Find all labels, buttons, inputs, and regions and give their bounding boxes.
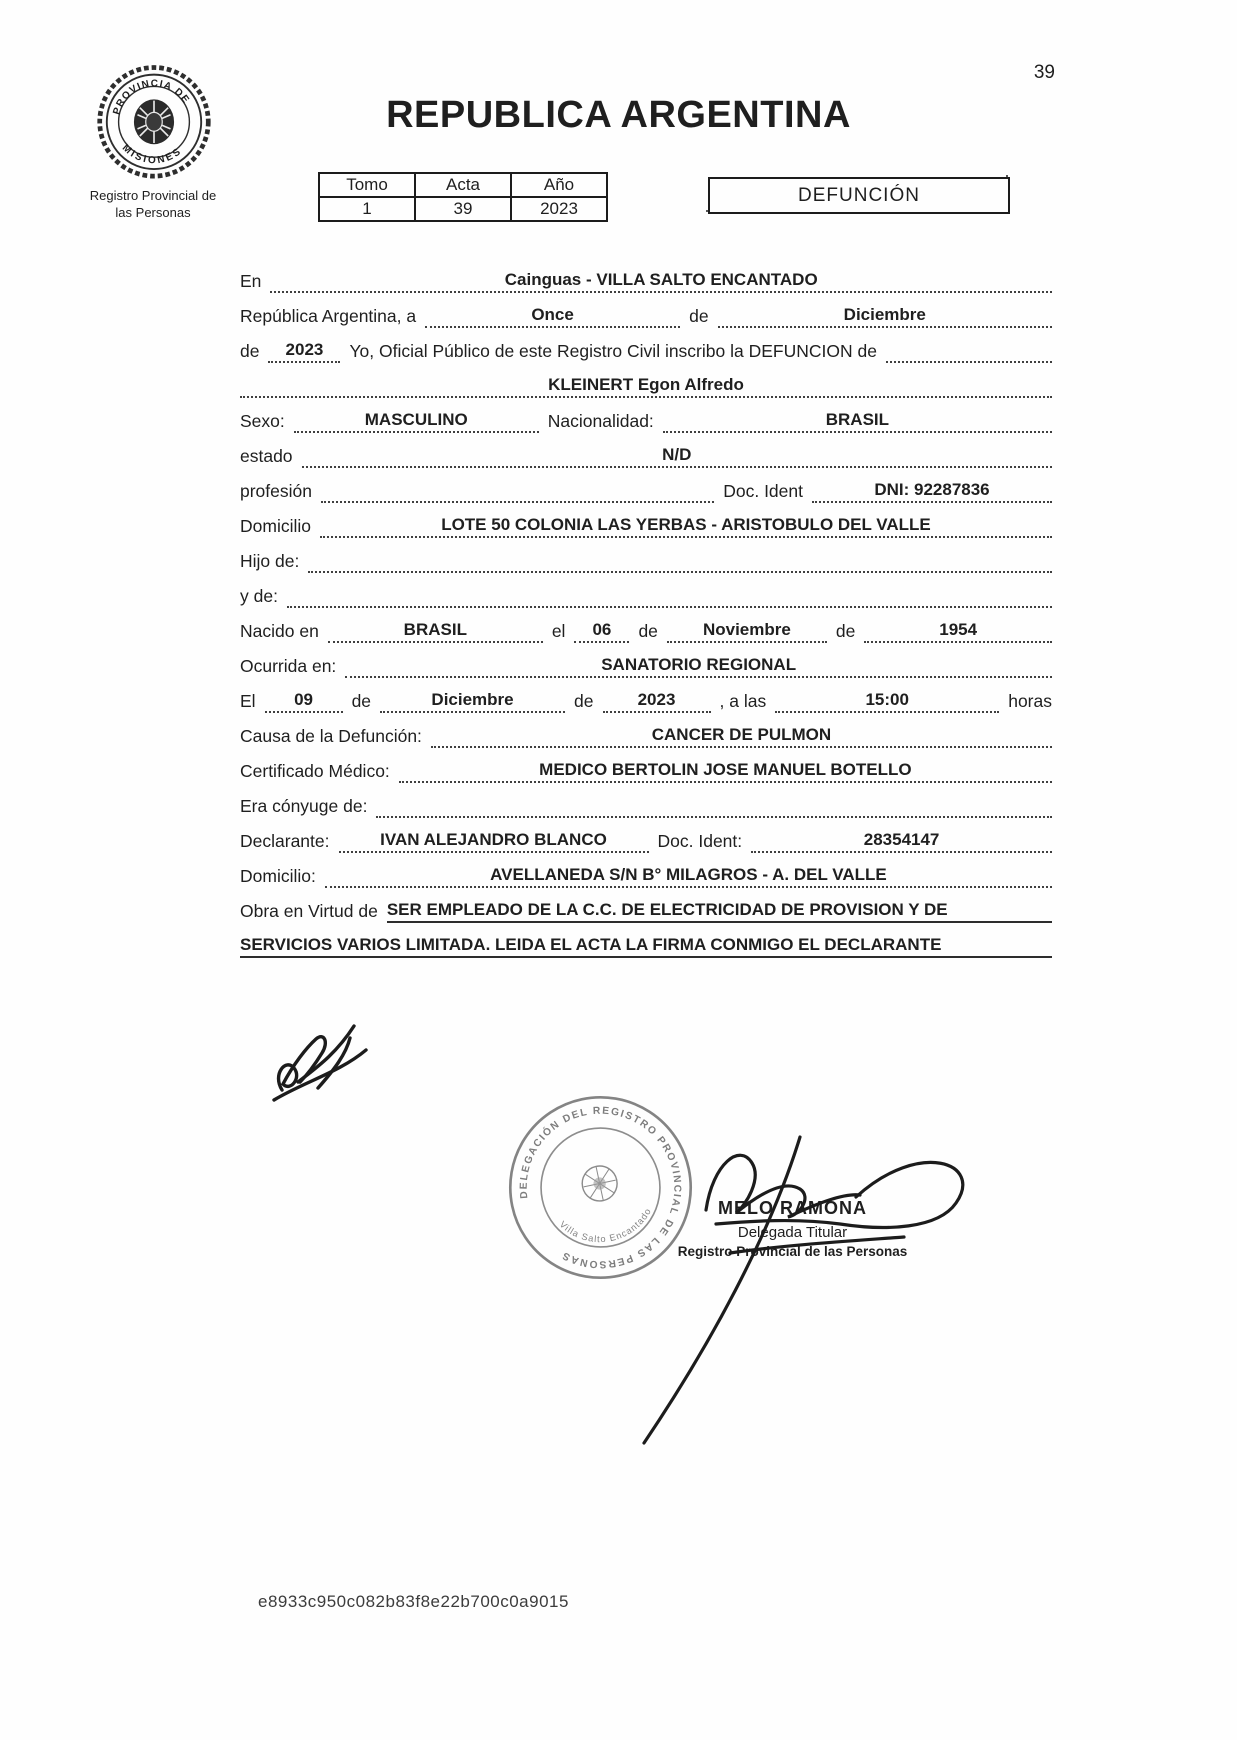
declarant-signature xyxy=(262,1008,392,1123)
profesion-value xyxy=(321,500,714,503)
oficial-publico-text: Yo, Oficial Público de este Registro Civil inscribo la DEFUNCION de xyxy=(349,341,877,361)
causa-label: Causa de la Defunción: xyxy=(240,726,422,746)
form-line-place xyxy=(240,258,1052,293)
form-line-ocurrida xyxy=(240,643,1052,678)
record-table-value-tomo: 1 xyxy=(319,197,415,221)
nacionalidad-label: Nacionalidad: xyxy=(547,411,654,431)
form-line-nacido xyxy=(240,608,1052,643)
a-las-label: , a las xyxy=(719,691,767,711)
sexo-value: MASCULINO xyxy=(294,410,539,433)
page-number: 39 xyxy=(1033,62,1055,83)
hijo-de-value xyxy=(308,570,1052,573)
estado-label: estado xyxy=(240,446,293,466)
de-word-2: de xyxy=(240,341,260,361)
form-line-hijo-de xyxy=(240,538,1052,573)
deceased-name-value: KLEINERT Egon Alfredo xyxy=(240,375,1052,398)
form-line-domicilio xyxy=(240,503,1052,538)
document-title: REPUBLICA ARGENTINA xyxy=(386,94,851,136)
registrar-signature-block xyxy=(655,1198,930,1259)
form-line-conyuge xyxy=(240,783,1052,818)
de-word-1: de xyxy=(689,306,709,326)
declarante-value: IVAN ALEJANDRO BLANCO xyxy=(339,830,649,853)
el-label: El xyxy=(240,691,256,711)
declarante-label: Declarante: xyxy=(240,831,330,851)
stamp-inner-text: Villa Salto Encantado xyxy=(557,1206,654,1245)
obra-label: Obra en Virtud de xyxy=(240,901,378,921)
causa-value: CANCER DE PULMON xyxy=(431,725,1052,748)
ocurrida-value: SANATORIO REGIONAL xyxy=(345,655,1052,678)
registrar-title: Delegada Titular xyxy=(737,1224,848,1241)
death-day-value: 09 xyxy=(265,690,343,713)
record-table-header-acta: Acta xyxy=(415,173,511,197)
death-time-value: 15:00 xyxy=(775,690,999,713)
en-label: En xyxy=(240,271,262,291)
declarante-domicilio-value: AVELLANEDA S/N B° MILAGROS - A. DEL VALLE xyxy=(325,865,1052,888)
registrar-organization: Registro Provincial de las Personas xyxy=(677,1244,908,1259)
place-value: Cainguas - VILLA SALTO ENCANTADO xyxy=(270,270,1052,293)
estado-value: N/D xyxy=(302,445,1052,468)
conyuge-value xyxy=(376,815,1052,818)
registrar-name: MELO RAMONA xyxy=(718,1198,867,1218)
obra-text-line1: SER EMPLEADO DE LA C.C. DE ELECTRICIDAD DE PROVISION Y DE xyxy=(387,900,1052,923)
doc-ident-label: Doc. Ident xyxy=(723,481,803,501)
month-value: Diciembre xyxy=(718,305,1052,328)
stamp-crest xyxy=(579,1163,620,1204)
record-table-value-ano: 2023 xyxy=(511,197,607,221)
year-line-trailing-dots xyxy=(886,360,1052,363)
seal-caption-line2: las Personas xyxy=(115,204,191,220)
declarante-doc-value: 28354147 xyxy=(751,830,1052,853)
declarante-doc-label: Doc. Ident: xyxy=(657,831,743,851)
form-line-declarante-domicilio xyxy=(240,853,1052,888)
death-de2: de xyxy=(574,691,594,711)
death-month-value: Diciembre xyxy=(380,690,565,713)
seal-caption-line1: Registro Provincial de xyxy=(89,188,217,203)
certificado-value: MEDICO BERTOLIN JOSE MANUEL BOTELLO xyxy=(399,760,1052,783)
year-value: 2023 xyxy=(268,340,340,363)
nacido-year-value: 1954 xyxy=(864,620,1052,643)
domicilio-label: Domicilio xyxy=(240,516,311,536)
nacido-day-value: 06 xyxy=(574,620,629,643)
form-line-obra-1 xyxy=(240,888,1052,923)
seal-top-text: PROVINCIA DE xyxy=(111,78,192,117)
record-table-header-tomo: Tomo xyxy=(319,173,415,197)
record-table-header-ano: Año xyxy=(511,173,607,197)
obra-text-line2: SERVICIOS VARIOS LIMITADA. LEIDA EL ACTA LA FIRMA CONMIGO EL DECLARANTE xyxy=(240,935,1052,958)
hijo-de-label: Hijo de: xyxy=(240,551,300,571)
form-line-deceased-name xyxy=(240,363,1052,398)
declarante-domicilio-label: Domicilio: xyxy=(240,866,316,886)
form-line-death-date xyxy=(240,678,1052,713)
form-line-record-date xyxy=(240,293,1052,328)
doc-ident-value: DNI: 92287836 xyxy=(812,480,1052,503)
form-line-estado xyxy=(240,433,1052,468)
nacionalidad-value: BRASIL xyxy=(663,410,1052,433)
nacido-label: Nacido en xyxy=(240,621,319,641)
record-table-value-acta: 39 xyxy=(415,197,511,221)
nacido-de2: de xyxy=(835,621,856,641)
form-line-certificado xyxy=(240,748,1052,783)
form-line-obra-2 xyxy=(240,923,1052,958)
form-line-y-de xyxy=(240,573,1052,608)
ocurrida-label: Ocurrida en: xyxy=(240,656,337,676)
profesion-label: profesión xyxy=(240,481,312,501)
form-line-year xyxy=(240,328,1052,363)
nacido-month-value: Noviembre xyxy=(667,620,827,643)
y-de-label: y de: xyxy=(240,586,278,606)
death-year-value: 2023 xyxy=(603,690,711,713)
record-table xyxy=(318,172,608,222)
y-de-value xyxy=(287,605,1052,608)
seal-caption xyxy=(68,188,238,222)
record-type-box: DEFUNCIÓN xyxy=(708,177,1010,214)
form-line-profesion-doc xyxy=(240,468,1052,503)
seal-bottom-text: MISIONES xyxy=(119,142,185,167)
sexo-label: Sexo: xyxy=(240,411,285,431)
nacido-el: el xyxy=(551,621,566,641)
certificado-label: Certificado Médico: xyxy=(240,761,390,781)
form-line-causa xyxy=(240,713,1052,748)
conyuge-label: Era cónyuge de: xyxy=(240,796,368,816)
nacido-de1: de xyxy=(638,621,658,641)
stamp-ring-text: DELEGACIÓN DEL REGISTRO PROVINCIAL DE LAS PERSONAS xyxy=(518,1105,683,1270)
nacido-place-value: BRASIL xyxy=(328,620,543,643)
delegacion-round-stamp xyxy=(478,1061,723,1314)
horas-label: horas xyxy=(1008,691,1052,711)
certificate-form xyxy=(240,258,1052,958)
record-table-header-row xyxy=(319,173,607,197)
domicilio-value: LOTE 50 COLONIA LAS YERBAS - ARISTOBULO DEL VALLE xyxy=(320,515,1052,538)
death-de1: de xyxy=(351,691,372,711)
document-hash: e8933c950c082b83f8e22b700c0a9015 xyxy=(258,1592,569,1611)
form-line-declarante xyxy=(240,818,1052,853)
republica-label: República Argentina, a xyxy=(240,306,417,326)
day-word-value: Once xyxy=(425,305,680,328)
form-line-sex-nationality xyxy=(240,398,1052,433)
record-table-value-row xyxy=(319,197,607,221)
